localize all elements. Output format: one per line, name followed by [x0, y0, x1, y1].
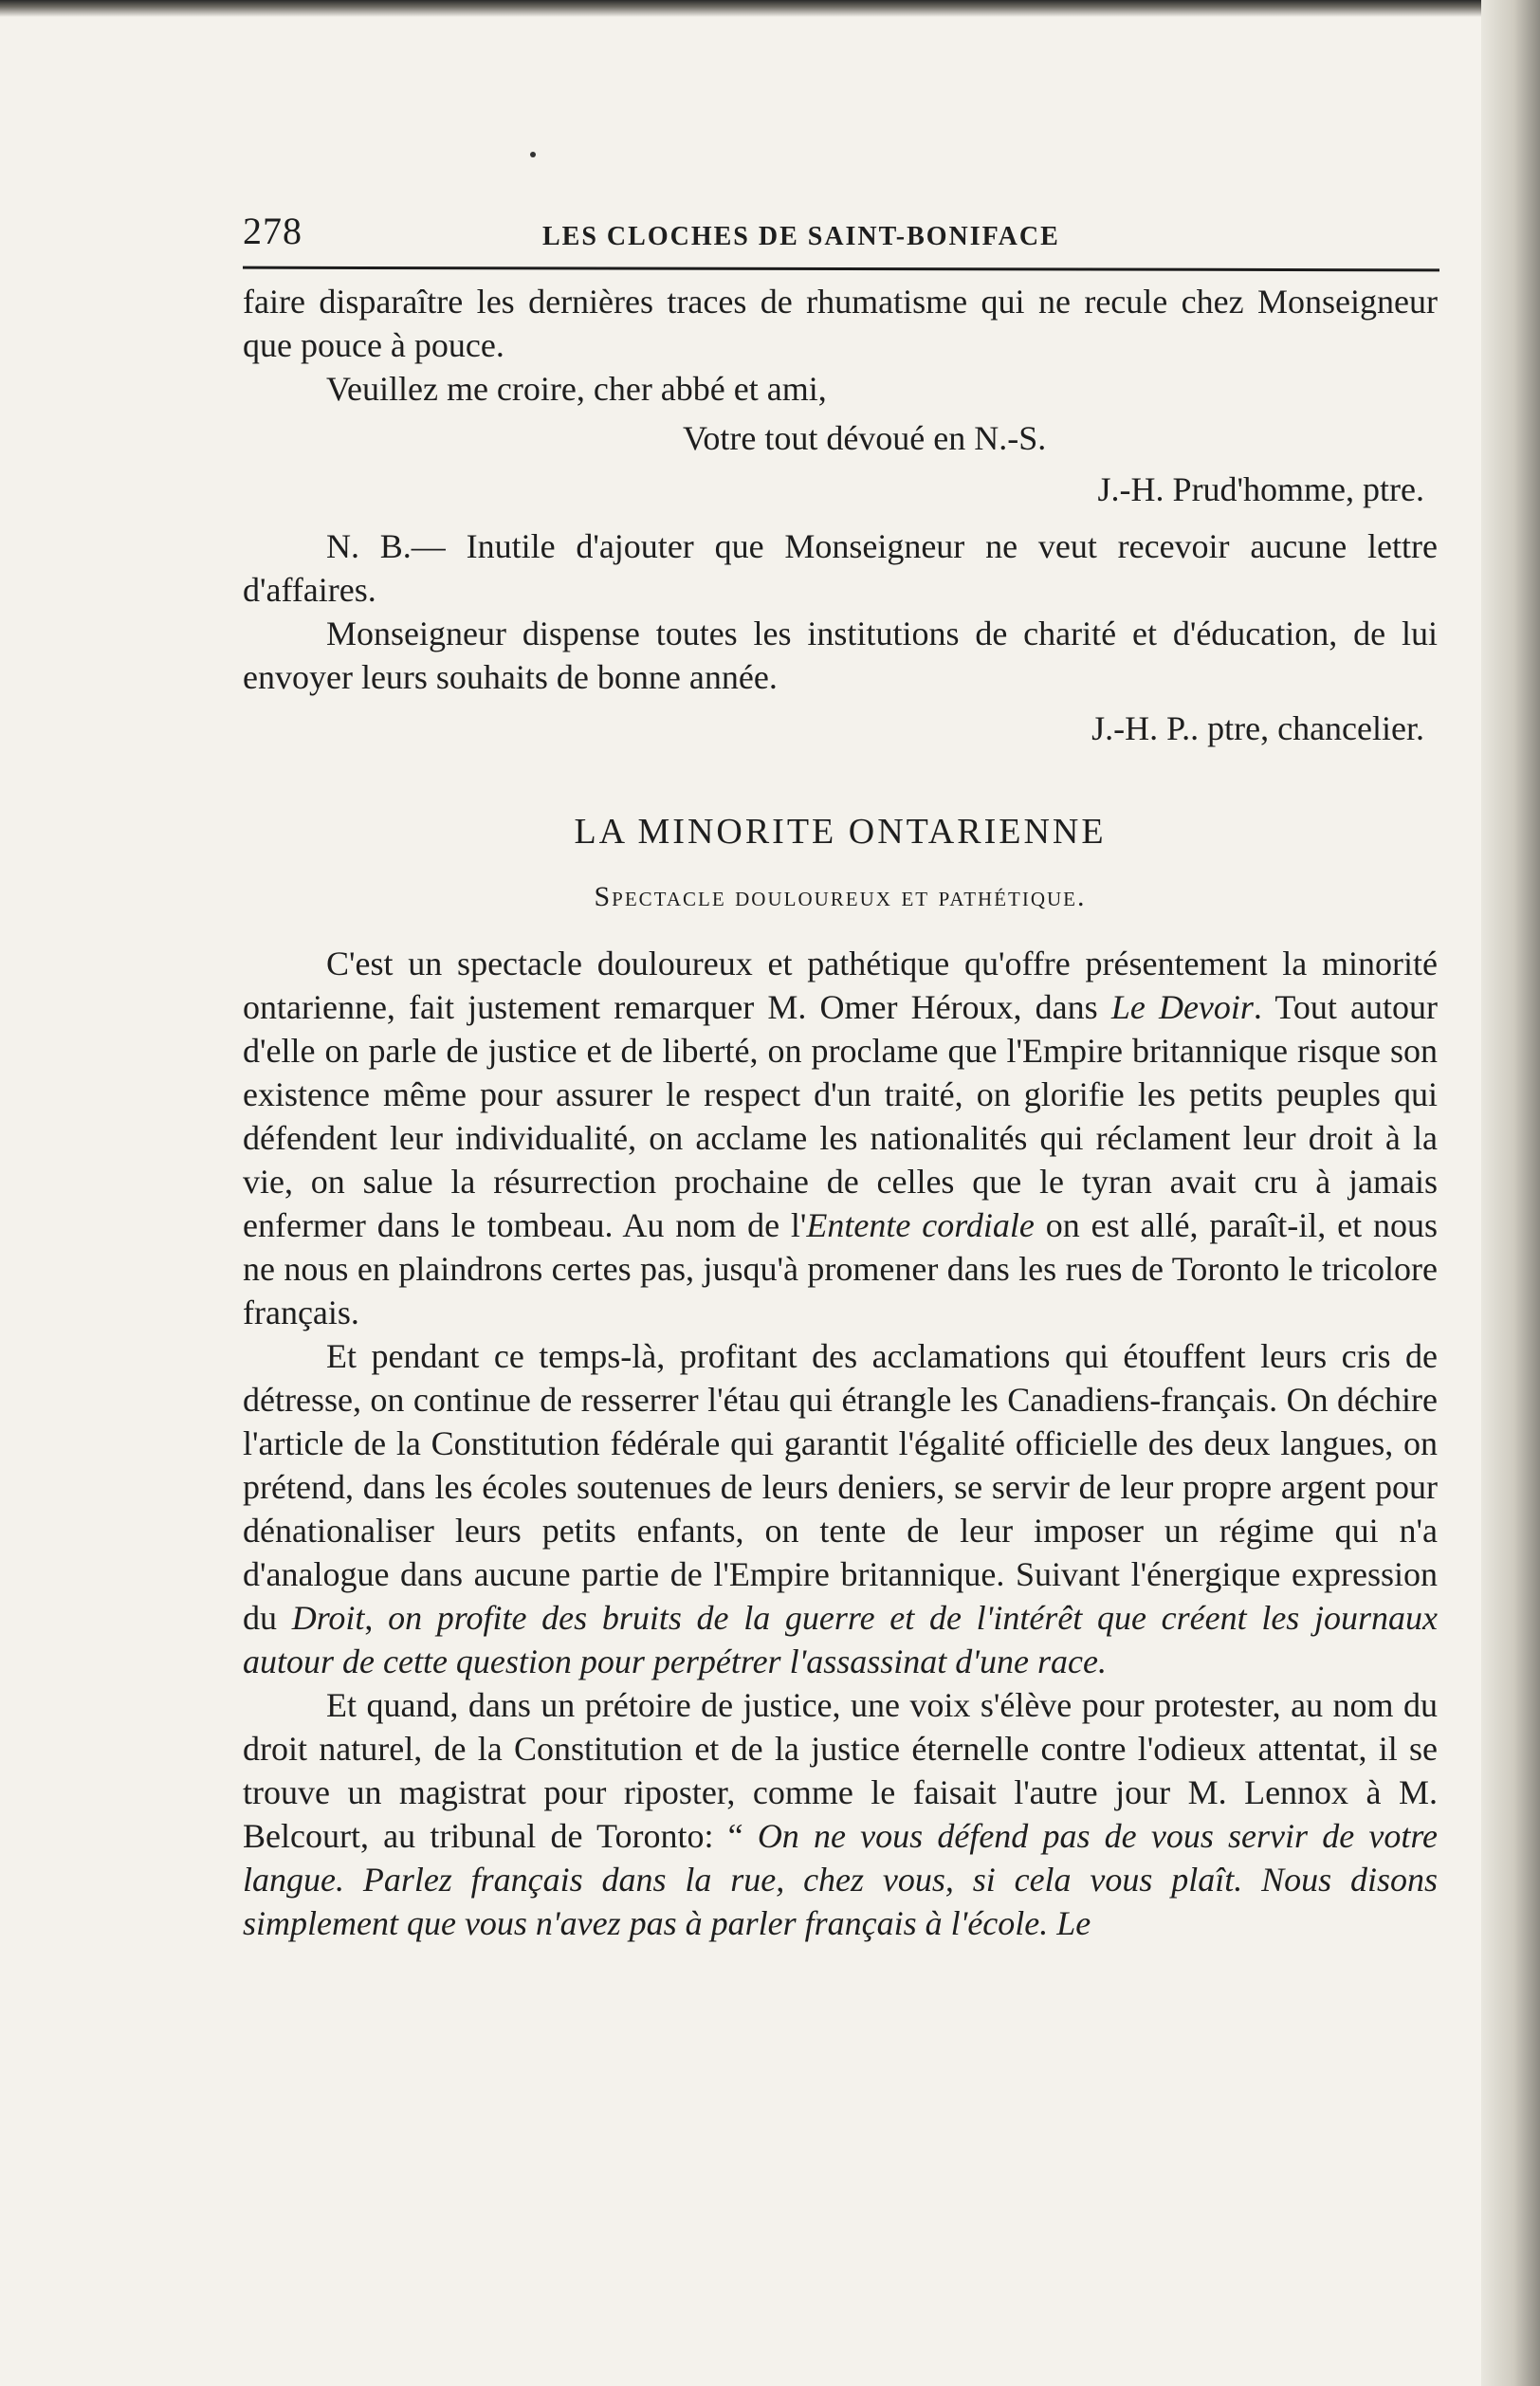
p1-text-a: C'est un spectacle douloureux et pathétique qu'offre présentement la minorité ontarienne, fait justement remarquer M. Omer Héroux, dans [243, 945, 1438, 1026]
p2-text-b: , [364, 1599, 389, 1637]
page-top-shadow [0, 0, 1481, 17]
page-number: 278 [243, 210, 302, 252]
page-content [243, 190, 1438, 1945]
p1-text-c: on est allé, paraît-il, et nous ne nous en plaindrons certes pas, jusqu'à promener dans les rues de Toronto le tricolore français. [243, 1206, 1439, 1331]
running-title: LES CLOCHES DE SAINT-BONIFACE [542, 222, 1060, 251]
ink-speck [530, 152, 536, 157]
p2-newspaper-name: Droit [291, 1599, 365, 1637]
nota-bene-1: N. B.— Inutile d'ajouter que Monseigneur ne veut recevoir aucune lettre d'affaires. [243, 527, 1438, 609]
letter-signature: J.-H. Prud'homme, ptre. [1097, 470, 1424, 508]
page-edge-shadow [1481, 0, 1540, 2386]
running-header [243, 190, 1438, 266]
nota-bene-2: Monseigneur dispense toutes les institutions de charité et d'éducation, de lui envoyer leurs souhaits de bonne année. [243, 615, 1438, 696]
letter-closing: Votre tout dévoué en N.-S. [683, 419, 1047, 457]
p2-text-a: Et pendant ce temps-là, profitant des acclamations qui étouffent leurs cris de détresse, on continue de resserrer l'étau qui étrangle les Canadiens-français. On déchire l'article de la Constitution fédérale qui garantit l'égalité officielle des deux langues, on prétend, dans les écoles soutenues de leurs deniers, se servir de leur propre argent pour dénationaliser leurs petits enfants, on tente de leur imposer un régime qui n'a d'analogue dans aucune partie de l'Empire britannique. Suivant l'énergique expression du [243, 1337, 1438, 1637]
article-paragraph-3 [243, 1683, 1438, 1945]
p1-newspaper-name: Le Devoir [1110, 988, 1254, 1026]
letter-valediction: Veuillez me croire, cher abbé et ami, [326, 370, 827, 408]
p2-quotation: on profite des bruits de la guerre et de l'intérêt que créent les journaux autour de cette question pour perpétrer l'assassinat d'une race. [243, 1599, 1438, 1680]
p3-quotation: On ne vous défend pas de vous servir de votre langue. Parlez français dans la rue, chez vous, si cela vous plaît. Nous disons simplement que vous n'avez pas à parler français à l'école. Le [243, 1817, 1438, 1942]
article-subtitle: Spectacle douloureux et pathétique. [594, 881, 1087, 912]
p1-entente-cordiale: Entente cordiale [806, 1206, 1035, 1244]
p1-text-b: . Tout autour d'elle on parle de justice et de liberté, on proclame que l'Empire britannique risque son existence même pour assurer le respect d'un traité, on glorifie les petits peuples qui défendent leur individualité, on acclame les nationalités qui réclament leur droit à la vie, on salue la résurrection prochaine de celles que le tyran avait cru à jamais enfermer dans le tombeau. Au nom de l' [243, 988, 1438, 1244]
article-paragraph-2 [243, 1334, 1438, 1683]
p3-text-a: Et quand, dans un prétoire de justice, une voix s'élève pour protester, au nom du droit naturel, de la Constitution et de la justice éternelle contre l'odieux attentat, il se trouve un magistrat pour riposter, comme le faisait l'autre jour M. Lennox à M. Belcourt, au tribunal de Toronto: “ [243, 1686, 1438, 1855]
letter-body: faire disparaître les dernières traces de rhumatisme qui ne recule chez Monseigneur que pouce à pouce. [243, 283, 1438, 364]
article-paragraph-1 [243, 942, 1438, 1334]
article-title: LA MINORITE ONTARIENNE [574, 812, 1107, 852]
nota-bene-signature: J.-H. P.. ptre, chancelier. [1091, 709, 1424, 747]
